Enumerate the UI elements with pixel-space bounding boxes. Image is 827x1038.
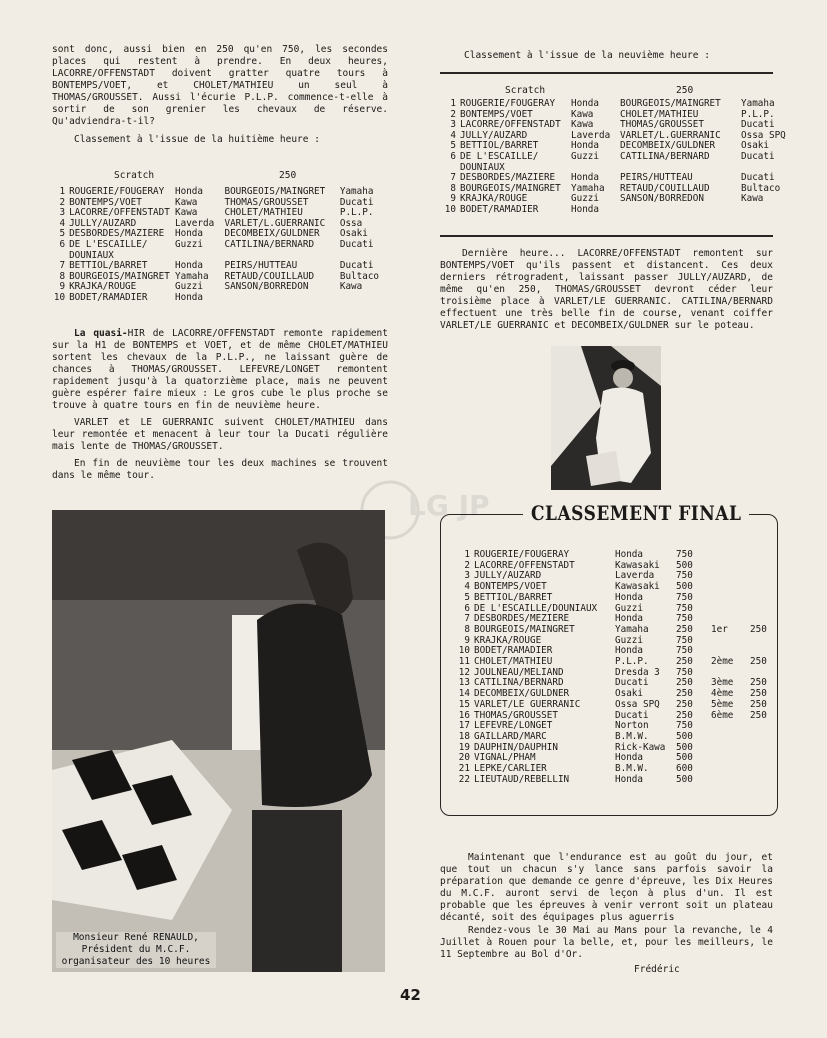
cell-pilotes: JOULNEAU/MELIAND [474,666,564,678]
cell-cat [750,636,783,647]
classement-final-title: CLASSEMENT FINAL [523,503,749,526]
cell-moto: Kawasaki [615,581,660,593]
cell-moto: Honda [615,645,643,657]
cell-n: 10 [458,645,470,657]
cell-s_moto: Guzzi [571,150,599,162]
cell-pilotes: DE L'ESCAILLE/DOUNIAUX [474,602,598,614]
cell-rang [711,561,750,572]
cell-moto: Honda [615,773,643,785]
cell-m250: Bultaco [741,182,781,194]
cell-moto: P.L.P. [615,656,649,668]
cell-n: 9 [59,281,66,293]
classement-9-table [444,99,794,216]
cell-s_moto: Honda [175,260,204,272]
cell-moto: Honda [615,549,643,560]
cell-n: 5 [464,591,470,603]
cell-pilotes: ROUGERIE/FOUGERAY [474,549,570,560]
cell-pilotes: DAUPHIN/DAUPHIN [474,741,558,753]
cell-s_moto: Laverda [571,129,611,141]
cell-m250 [741,205,794,216]
cell-cat [750,775,783,786]
cell-cc: 750 [676,570,693,582]
cell-n: 14 [458,688,470,700]
paragraph-fin-neuvieme: En fin de neuvième tour les deux machines se trouvent dans le même tour. [52,457,388,481]
cell-rang [711,732,750,743]
cell-moto: Honda [615,591,643,603]
cell-c250: THOMAS/GROUSSET [224,196,309,208]
cell-cc: 750 [676,591,693,603]
cell-n: 3 [464,570,470,582]
cell-scratch: DE L'ESCAILLE/ DOUNIAUX [69,238,148,261]
cell-n: 2 [450,108,456,120]
cell-moto: Rick-Kawa [615,741,666,753]
cell-cc: 500 [676,741,693,753]
cell-scratch: JULLY/AUZARD [460,129,528,141]
cell-pilotes: LACORRE/OFFENSTADT [474,559,575,571]
paragraph-quasi-body: HIR de LACORRE/OFFENSTADT remonte rapidement sur la H1 de BONTEMPS et VOET, et de même CHOLET/MATHIEU sortent les chevaux de la P.L.P., ne laissant guère de chances à THOMAS/GROUSSET. LEFEVRE/LONGET remontent rapidement jusqu'à la quatorzième place, mais ne peuvent guère espérer faire mieux : Le gros cube le plus proche se trouve à quatre tours en fin de neuvième heure. [52,327,388,411]
cell-rang [711,764,750,775]
cell-rang: 2ème [711,656,734,668]
cell-cc: 250 [676,709,693,721]
cell-c250: BOURGEOIS/MAINGRET [224,186,326,197]
caption-line-2: Président du M.C.F. [81,944,191,955]
cell-cat [750,582,783,593]
cell-pilotes: BETTIOL/BARRET [474,591,553,603]
cell-cc: 750 [676,720,693,732]
cell-c250: THOMAS/GROUSSET [620,119,704,131]
cell-n: 6 [450,150,456,162]
cell-cc: 250 [676,688,693,700]
cell-c250: SANSON/BORREDON [620,193,704,205]
cell-rang: 1er [711,623,728,635]
cell-cat: 250 [750,677,767,689]
cell-scratch: BETTIOL/BARRET [460,140,539,152]
cell-m250: Ducati [339,196,374,208]
photo-scene [52,510,385,972]
cell-scratch: JULLY/AUZARD [69,217,137,229]
cell-rang [711,721,750,732]
cell-n: 22 [458,773,470,785]
cell-scratch: BOURGEOIS/MAINGRET [69,270,170,282]
caption-line-1: Monsieur René RENAULD, [73,932,199,943]
cell-c250: PEIRS/HUTTEAU [620,172,693,184]
cell-rang [711,571,750,582]
cell-pilotes: VIGNAL/PHAM [474,752,536,764]
cell-s_moto: Honda [571,98,599,109]
cell-moto: Dresda 3 [615,666,660,678]
cell-pilotes: BONTEMPS/VOET [474,581,547,593]
cell-m250: Osaki [339,228,368,240]
cell-cc: 500 [676,559,693,571]
cell-pilotes: JULLY/AUZARD [474,570,542,582]
conclusion-paragraph-2: Rendez-vous le 30 Mai au Mans pour la revanche, le 4 Juillet à Rouen pour la belle, et, pour les meilleurs, le 11 Septembre au Bol d'Or. [440,925,773,960]
cell-moto: B.M.W. [615,730,649,742]
cell-n: 11 [458,656,470,668]
cell-n: 13 [458,677,470,689]
cell-pilotes: THOMAS/GROUSSET [474,709,558,721]
cell-s_moto: Kawa [175,196,198,208]
cell-n: 20 [458,752,470,764]
cell-cc: 250 [676,656,693,668]
signature: Frédéric [634,964,680,975]
cell-moto: Norton [615,720,649,732]
cell-c250: VARLET/L.GUERRANIC [224,217,326,229]
cell-scratch: LACORRE/OFFENSTADT [460,119,561,131]
cell-n: 4 [450,129,456,141]
cell-c250: DECOMBEIX/GULDNER [224,228,320,240]
cell-n: 5 [450,140,456,152]
cell-cat: 250 [750,688,767,700]
cell-c250 [620,205,741,216]
cell-c250 [224,293,339,304]
cell-s_moto: Guzzi [571,193,599,205]
scratch-header: Scratch [114,170,155,181]
photo-caption [56,932,216,968]
conclusion-paragraph-1: Maintenant que l'endurance est au goût du jour, et que tout un chacun s'y lance sans parfois savoir la préparation que demande ce genre d'épreuve, les Dix Heures du M.C.F. auront servi de leçon à plus d'un. Il est probable que les épreuves à venir verront soit un plateau décanté, soit des équipages plus aguerris [440,852,773,923]
cell-s_moto: Kawa [175,207,198,219]
cell-rang [711,743,750,754]
cell-scratch: BOURGEOIS/MAINGRET [460,182,561,194]
cell-n: 4 [59,217,66,229]
cell-n: 16 [458,709,470,721]
photo-rider-scene [551,346,661,490]
cell-n: 7 [59,260,66,272]
cell-scratch: BONTEMPS/VOET [460,108,533,120]
cell-n: 8 [59,270,66,282]
cell-scratch: KRAJKA/ROUGE [460,193,528,205]
cell-c250: CATILINA/BERNARD [224,238,315,250]
cell-n: 12 [458,666,470,678]
cell-cat [750,571,783,582]
cell-cat: 250 [750,656,767,668]
cell-s_moto: Honda [571,140,599,152]
cell-moto: Kawasaki [615,559,660,571]
cell-rang [711,753,750,764]
cell-n: 17 [458,720,470,732]
cell-s_moto: Kawa [571,119,594,131]
table-row [450,593,783,604]
cell-m250: Ossa SPQ [741,129,786,141]
cell-n: 9 [464,634,470,646]
cell-m250: Kawa [339,281,363,293]
cell-cat [750,550,783,561]
cell-rang [711,604,750,615]
table-row [444,99,794,110]
table-row [450,775,783,786]
cell-n: 10 [53,291,66,303]
cell-m250: Bultaco [339,270,380,282]
cell-cc: 250 [676,698,693,710]
cell-n: 1 [464,549,470,560]
cell-cc: 750 [676,613,693,625]
cell-cc: 250 [676,623,693,635]
intro-paragraph: sont donc, aussi bien en 250 qu'en 750, les secondes places qui restent à prendre. En deux heures, LACORRE/OFFENSTADT doivent gratter quatre tours à BONTEMPS/VOET, et CHOLET/MATHIEU un seul à THOMAS/GROUSSET. Aussi l'écurie P.L.P. commence-t-elle à sortir de son grenier les chevaux de réserve. Qu'adviendra-t-il? [52,44,388,127]
cell-moto: Honda [615,752,643,764]
photo-president-flag [52,510,385,972]
cell-n: 6 [59,238,66,250]
cell-moto: Laverda [615,570,655,582]
cell-scratch: BONTEMPS/VOET [69,196,142,208]
cat250-header: 250 [279,170,297,181]
cell-cat [750,732,783,743]
page-number: 42 [400,986,421,1004]
photo-rider [551,346,661,490]
cell-n: 5 [59,228,66,240]
cell-pilotes: KRAJKA/ROUGE [474,634,542,646]
paragraph-varlet: VARLET et LE GUERRANIC suivent CHOLET/MATHIEU dans leur remontée et menacent à leur tour la Ducati régulière mais lente de THOMAS/GROUSSET. [52,416,388,452]
cell-s_moto: Honda [571,203,599,215]
cell-cat [750,721,783,732]
cell-c250: CHOLET/MATHIEU [224,207,303,219]
cell-cc: 500 [676,773,693,785]
cell-c250: PEIRS/HUTTEAU [224,260,298,272]
cell-n: 8 [464,623,470,635]
cell-n: 15 [458,698,470,710]
left-column [52,44,388,482]
cell-m250: P.L.P. [741,108,775,120]
classement-9-scratch-header: Scratch [505,85,546,96]
cell-scratch: ROUGERIE/FOUGERAY [460,98,556,109]
cell-n: 1 [450,98,456,109]
cell-m250: Osaki [741,140,769,152]
cell-moto: Ducati [615,677,649,689]
cell-pilotes: DESBORDES/MEZIERE [474,613,570,625]
cell-cat [750,593,783,604]
cell-c250: CATILINA/BERNARD [620,150,710,162]
cell-moto: Ossa SPQ [615,698,660,710]
cell-s_moto: Yamaha [175,270,209,282]
cell-s_moto: Guzzi [175,281,204,293]
classement-8-title: Classement à l'issue de la huitième heure : [74,134,320,145]
classement-final-table [450,550,783,785]
cell-n: 10 [444,203,456,215]
rule-top [440,72,773,74]
cell-cc: 750 [676,634,693,646]
cell-n: 4 [464,581,470,593]
cell-c250: RETAUD/COUILLAUD [224,270,315,282]
cell-s_moto: Honda [175,291,204,303]
cell-moto: Honda [615,613,643,625]
paragraph-quasi-lead: La quasi- [74,327,128,339]
cell-rang [711,636,750,647]
cell-moto: Osaki [615,688,643,700]
cell-cat [750,764,783,775]
cell-s_moto: Laverda [175,217,215,229]
cell-rang [711,593,750,604]
cell-rang: 4ème [711,688,734,700]
cell-cat [750,604,783,615]
cell-pilotes: DECOMBEIX/GULDNER [474,688,570,700]
cell-s_moto: Yamaha [571,182,605,194]
cell-scratch: BODET/RAMADIER [460,203,539,215]
cell-m250: Ducati [741,119,775,131]
classement-8-table [52,187,388,304]
table-row [52,187,388,198]
cell-m250: Kawa [741,193,764,205]
cell-scratch: KRAJKA/ROUGE [69,281,137,293]
cell-n: 2 [59,196,66,208]
cell-c250: RETAUD/COUILLAUD [620,182,710,194]
cell-m250: P.L.P. [339,207,374,219]
cell-rang [711,582,750,593]
cell-m250: Yamaha [741,98,775,109]
cell-cat: 250 [750,698,767,710]
cell-rang [711,775,750,786]
cell-moto: Yamaha [615,623,649,635]
cell-moto: Ducati [615,709,649,721]
cell-pilotes: BODET/RAMADIER [474,645,553,657]
cell-cc: 750 [676,549,693,560]
table-row [52,293,388,304]
caption-line-3: organisateur des 10 heures [61,956,211,967]
cell-m250: Ducati [339,238,374,250]
cell-n: 19 [458,741,470,753]
table-row [444,152,794,173]
watermark-text: LG JP [408,489,490,522]
cell-rang: 3ème [711,677,734,689]
cell-c250: VARLET/L.GUERRANIC [620,129,721,141]
paragraph-quasi [52,328,388,412]
cell-n: 9 [450,193,456,205]
rule-bottom [440,235,773,237]
cell-moto: Guzzi [615,634,643,646]
cell-cc: 500 [676,581,693,593]
cell-scratch: LACORRE/OFFENSTADT [69,207,170,219]
cell-scratch: DE L'ESCAILLE/ DOUNIAUX [460,150,539,173]
cell-pilotes: BOURGEOIS/MAINGRET [474,623,575,635]
cell-c250: DECOMBEIX/GULDNER [620,140,716,152]
classement-9-title: Classement à l'issue de la neuvième heure : [464,50,710,61]
cell-cc: 250 [676,677,693,689]
cell-cc: 750 [676,602,693,614]
cell-m250: Ducati [339,260,374,272]
cell-n: 3 [450,119,456,131]
cell-n: 8 [450,182,456,194]
cell-n: 6 [464,602,470,614]
cell-n: 1 [59,186,66,197]
cell-scratch: DESBORDES/MAZIERE [460,172,556,184]
cell-n: 3 [59,207,66,219]
cell-n: 7 [464,613,470,625]
table-row [450,700,783,711]
classement-8-headers [52,170,388,184]
cell-cat [750,753,783,764]
cell-moto: B.M.W. [615,763,649,775]
cell-m250: Ossa [339,217,363,229]
cell-pilotes: LEFEVRE/LONGET [474,720,553,732]
cell-scratch: ROUGERIE/FOUGERAY [69,186,165,197]
cell-c250: BOURGEOIS/MAINGRET [620,98,721,109]
cell-m250: Yamaha [339,186,374,197]
cell-n: 18 [458,730,470,742]
cell-s_moto: Honda [175,228,204,240]
cell-n: 7 [450,172,456,184]
cell-cat: 250 [750,709,767,721]
cell-cc: 750 [676,666,693,678]
cell-pilotes: CATILINA/BERNARD [474,677,564,689]
cell-scratch: DESBORDES/MAZIERE [69,228,165,240]
cell-s_moto: Honda [571,172,599,184]
cell-rang [711,550,750,561]
right-column [440,50,775,62]
cell-cc: 500 [676,730,693,742]
cell-scratch: BODET/RAMADIER [69,291,148,303]
cell-s_moto: Guzzi [175,238,204,250]
cell-cc: 500 [676,752,693,764]
derniere-heure-paragraph: Dernière heure... LACORRE/OFFENSTADT remontent sur BONTEMPS/VOET qu'ils passent et distancent. Ces deux derniers rétrogradent, laissant passer JULLY/AUZARD, de même qu'en 250, THOMAS/GROUSSET devront céder leur troisième place à VARLET/LE GUERRANIC. CATILINA/BERNARD effectuent une très belle fin de course, venant coiffer VARLET/LE GUERRANIC et DECOMBEIX/GULDNER sur le poteau. [440,248,773,331]
cell-scratch: BETTIOL/BARRET [69,260,148,272]
cell-n: 2 [464,559,470,571]
cell-pilotes: CHOLET/MATHIEU [474,656,553,668]
table-row [52,240,388,261]
cell-c250: SANSON/BORREDON [224,281,309,293]
classement-9-cat250-header: 250 [676,85,694,96]
cell-m250: Ducati [741,150,775,162]
cell-pilotes: LIEUTAUD/REBELLIN [474,773,570,785]
cell-moto: Guzzi [615,602,643,614]
cell-pilotes: GAILLARD/MARC [474,730,547,742]
cell-pilotes: LEPKE/CARLIER [474,763,547,775]
cell-cat: 250 [750,623,767,635]
cell-cc: 750 [676,645,693,657]
cell-cat [750,743,783,754]
cell-n: 21 [458,763,470,775]
cell-m250 [340,293,388,304]
cell-cat [750,561,783,572]
cell-c250: CHOLET/MATHIEU [620,108,699,120]
cell-s_moto: Honda [175,186,204,197]
cell-rang: 5ème [711,698,734,710]
cell-pilotes: VARLET/LE GUERRANIC [474,698,581,710]
cell-s_moto: Kawa [571,108,594,120]
cell-cc: 600 [676,763,693,775]
table-row [444,205,794,216]
cell-rang: 6ème [711,709,734,721]
cell-m250: Ducati [741,172,775,184]
